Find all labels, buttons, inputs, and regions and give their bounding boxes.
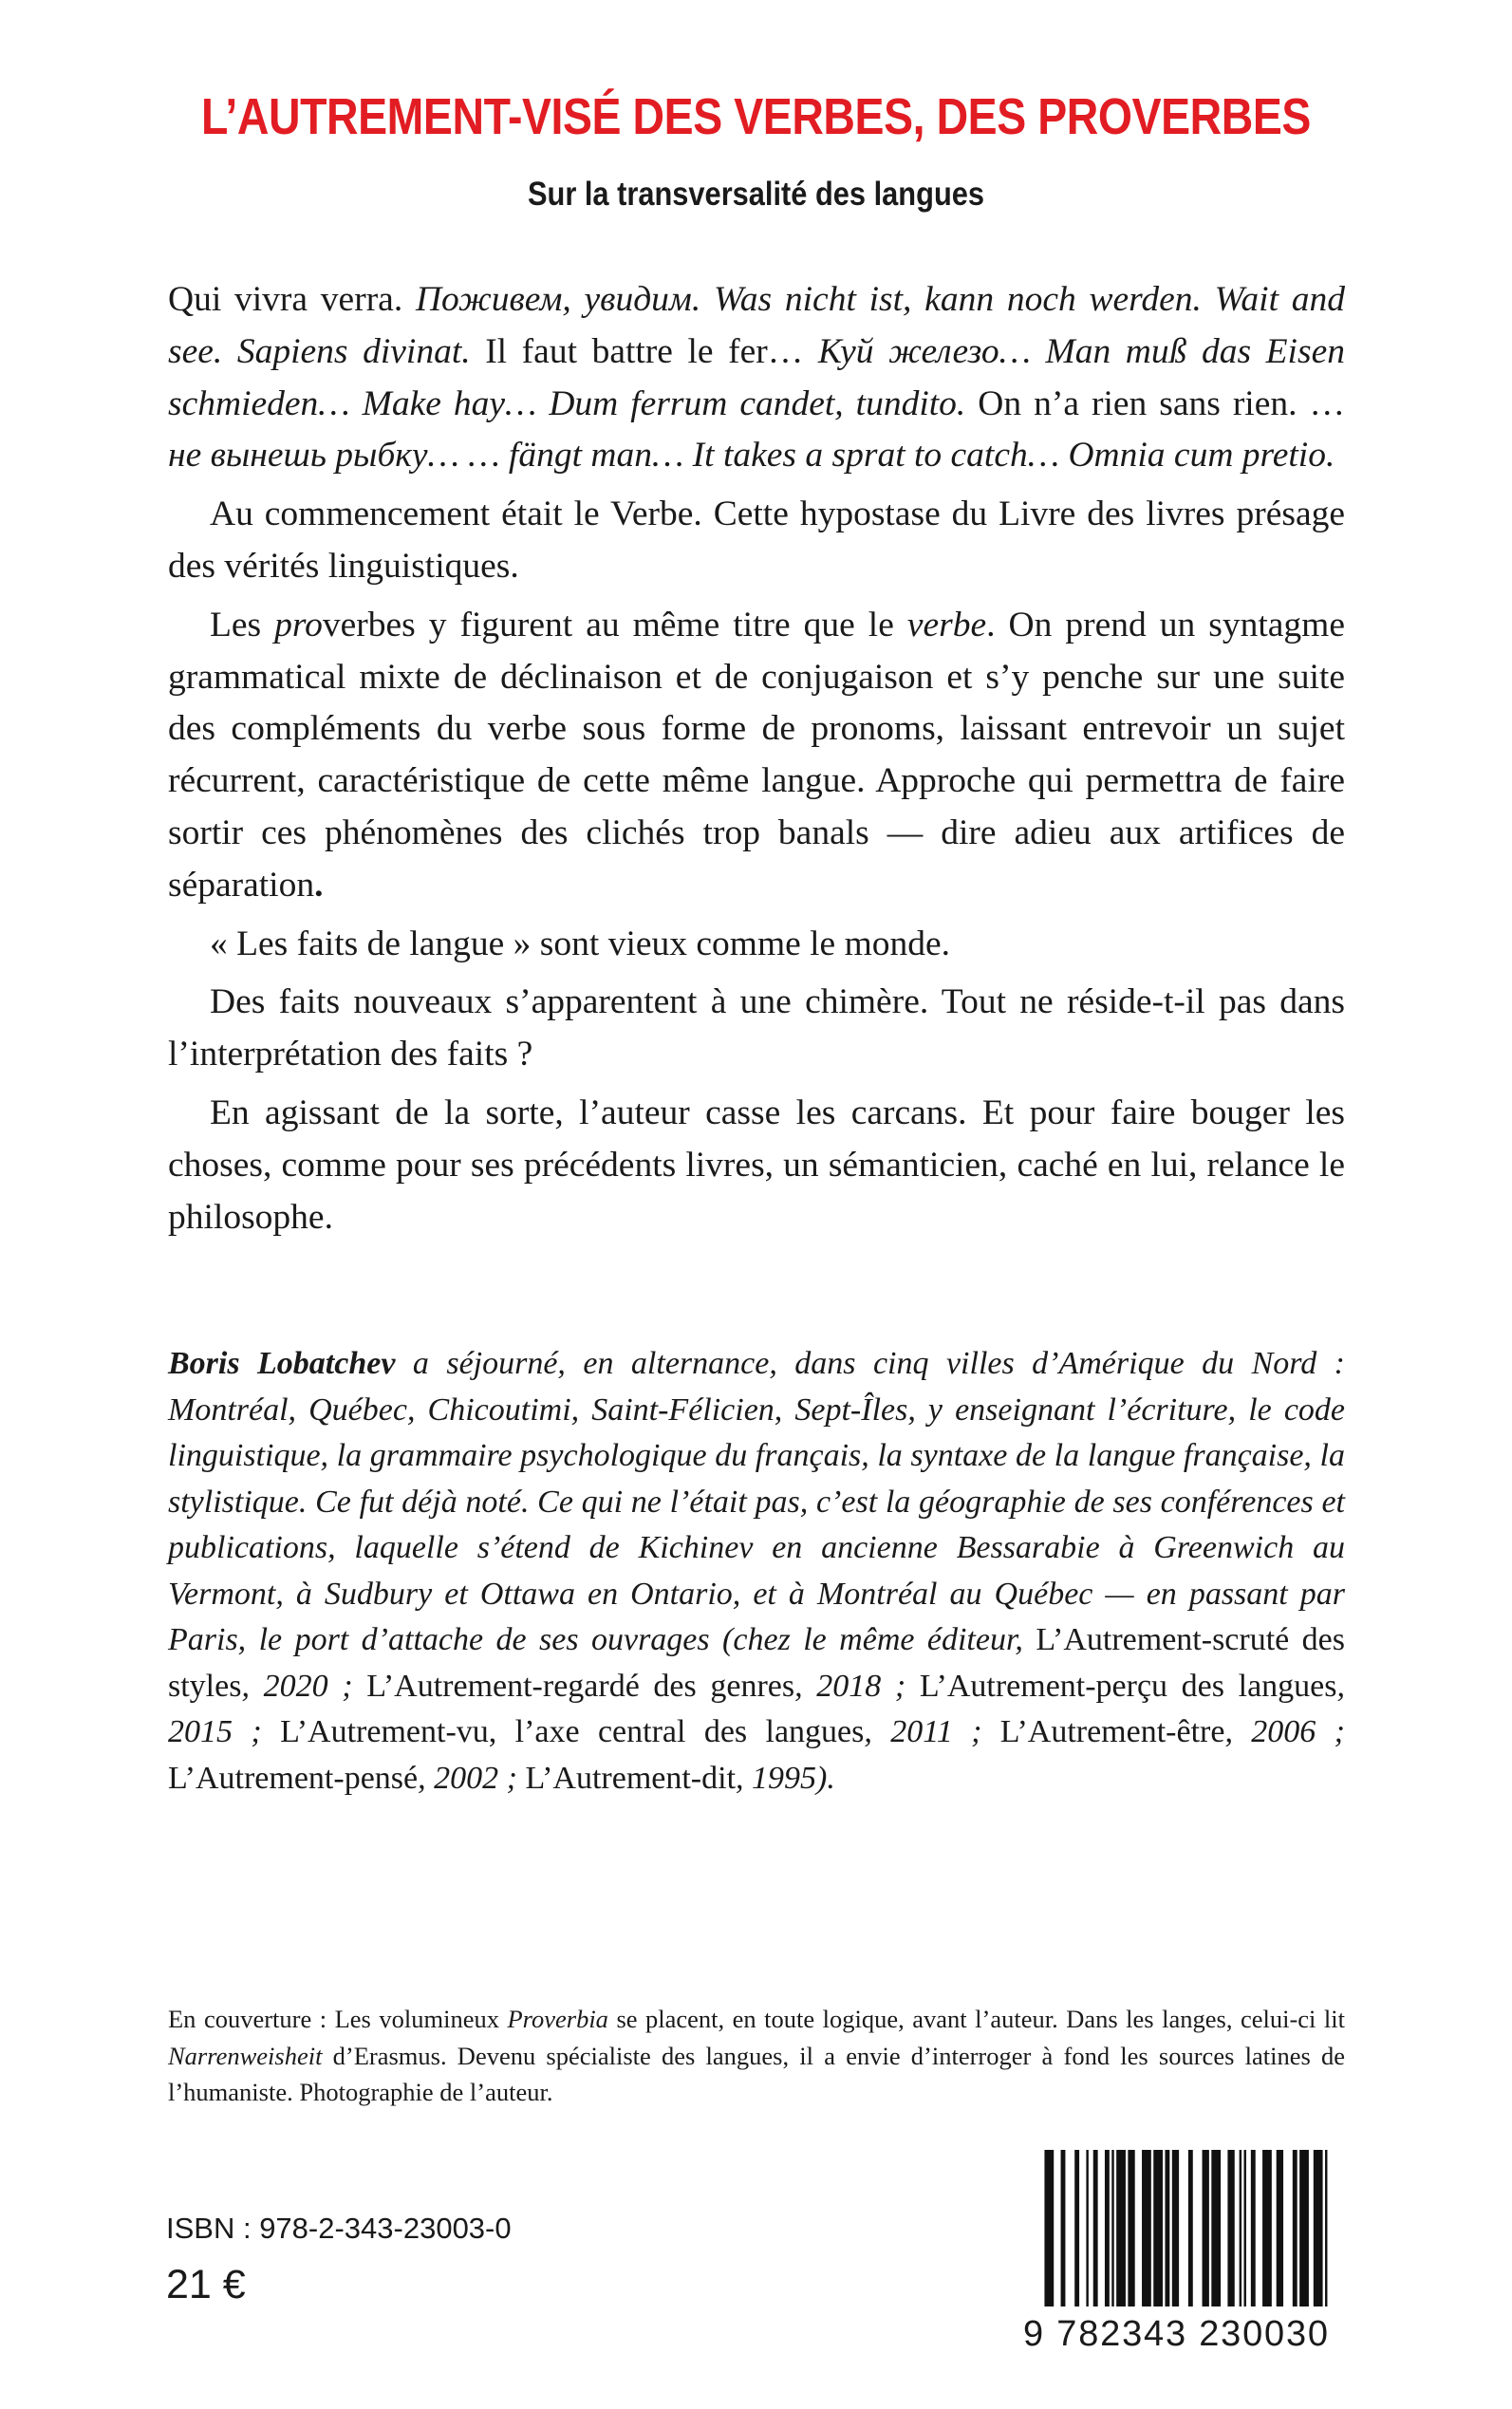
- text-run: , 2011 ;: [864, 1714, 1000, 1749]
- text-run: . On prend un syntagme grammatical mixte de déclinaison et de conjugaison et s’y penche sur une suite des compléments du verbe sous forme de pronoms, laissant entrevoir un sujet récurrent, caractéristique de cette même langue. Approche qui permettra de faire sortir ces phénomènes des clichés trop banals — dire adieu aux artifices de séparation: [168, 605, 1345, 905]
- barcode-bar: [1203, 2150, 1209, 2306]
- text-run: , 2002 ;: [418, 1760, 526, 1796]
- text-run: , 2018 ;: [794, 1668, 920, 1704]
- text-run: L’Autrement-scruté des styles: [168, 1622, 1345, 1704]
- barcode-bar: [1325, 2150, 1327, 2306]
- text-run: Поживем, увидим. Was nicht ist, kann noch werden. Wait and see. Sapiens divinat.: [168, 280, 1345, 371]
- barcode-bar: [1142, 2150, 1151, 2306]
- book-title: L’AUTREMENT-VISÉ DES VERBES, DES PROVERBES: [201, 88, 1311, 145]
- barcode-bar: [1044, 2150, 1054, 2306]
- text-run: Proverbia: [507, 2005, 608, 2033]
- text-run: se placent, en toute logique, avant l’auteur. Dans les langes, celui-ci lit: [607, 2005, 1345, 2033]
- barcode-bar: [1277, 2150, 1283, 2306]
- cover-photo-note: [168, 2001, 1345, 2111]
- barcode-bar: [1105, 2150, 1110, 2306]
- blurb-paragraph-chimere: Des faits nouveaux s’apparentent à une chimère. Tout ne réside-t-il pas dans l’interprétation des faits ?: [168, 982, 1345, 1074]
- barcode-bar: [1293, 2150, 1297, 2306]
- barcode-bar: [1116, 2150, 1126, 2306]
- text-run: On n’a rien sans rien. …: [965, 383, 1345, 423]
- barcode-bar: [1314, 2150, 1323, 2306]
- text-run: L’Autrement-pensé: [168, 1760, 419, 1796]
- price: 21 €: [166, 2262, 246, 2307]
- barcode-bar: [1111, 2150, 1113, 2306]
- blurb-paragraph-proverbs: [168, 274, 1345, 482]
- blurb-paragraph-approach: [168, 600, 1345, 912]
- text-run: L’Autrement-vu, l’axe central des langues: [280, 1714, 865, 1749]
- barcode-bar: [1262, 2150, 1272, 2306]
- text-run: Il faut battre le fer…: [470, 331, 818, 371]
- text-run: , 1995).: [736, 1760, 835, 1796]
- barcode-bar: [1227, 2150, 1234, 2306]
- book-subtitle: Sur la transversalité des langues: [527, 176, 985, 213]
- barcode-digits: 9 782343 230030: [1023, 2314, 1330, 2354]
- text-run: , 2020 ;: [241, 1668, 367, 1704]
- barcode-bar: [1128, 2150, 1134, 2306]
- text-run: , 2006 ;: [1224, 1714, 1346, 1749]
- barcode-bar: [1165, 2150, 1169, 2306]
- blurb-paragraph-verbe: Au commencement était le Verbe. Cette hypostase du Livre des livres présage des vérités linguistiques.: [168, 495, 1345, 586]
- text-run: L’Autrement-perçu des langues: [919, 1668, 1337, 1704]
- barcode-bar: [1172, 2150, 1179, 2306]
- text-run: d’Erasmus. Devenu spécialiste des langues, il a envie d’interroger à fond les sources latines de l’humaniste. Photographie de l’auteur.: [168, 2041, 1345, 2106]
- text-run: verbes y figurent au même titre que le: [322, 605, 907, 644]
- text-run: L’Autrement-regardé des genres: [366, 1668, 795, 1704]
- author-bio: [168, 1341, 1345, 1802]
- text-run: не вынешь рыбку… … fängt man… It takes a sprat to catch… Omnia cum pretio.: [168, 436, 1335, 476]
- barcode-bar: [1188, 2150, 1193, 2306]
- barcode-bar: [1074, 2150, 1079, 2306]
- text-run: Qui vivra verra.: [168, 280, 416, 319]
- barcode-bar: [1251, 2150, 1256, 2306]
- text-run: a séjourné, en alternance, dans cinq villes d’Amérique du Nord : Montréal, Québec, Chicoutimi, Saint-Félicien, Sept-Îles, y enseignant l’écriture, le code linguistique, la grammaire psychologique du français, la syntaxe de la langue française, la stylistique. Ce fut déjà noté. Ce qui ne l’était pas, c’est la géographie de ses conférences et publications, laquelle s’étend de Kichinev en ancienne Bessarabie à Greenwich au Vermont, à Sudbury et Ottawa en Ontario, et à Montréal au Québec — en passant par Paris, le port d’attache de ses ouvrages (chez le même éditeur,: [168, 1346, 1345, 1657]
- text-run: .: [314, 865, 324, 905]
- text-run: verbe: [906, 605, 987, 644]
- blurb-paragraph-carcans: En agissant de la sorte, l’auteur casse les carcans. Et pour faire bouger les choses, comme pour ses précédents livres, un sémanticien, caché en lui, relance le philosophe.: [168, 1092, 1345, 1237]
- text-run: Куй железо… Man muß das Eisen schmieden… Make hay… Dum ferrum candet, tundito.: [168, 331, 1345, 423]
- isbn: ISBN : 978-2-343-23003-0: [166, 2212, 512, 2245]
- barcode: [1042, 2150, 1346, 2306]
- barcode-bar: [1299, 2150, 1309, 2306]
- barcode-bar: [1093, 2150, 1098, 2306]
- blurb-paragraph-faits: « Les faits de langue » sont vieux comme le monde.: [210, 924, 951, 963]
- text-run: Narrenweisheit: [168, 2041, 323, 2070]
- barcode-bar: [1244, 2150, 1246, 2306]
- barcode-bar: [1211, 2150, 1221, 2306]
- barcode-bar: [1061, 2150, 1066, 2306]
- blurb-body: [168, 274, 1345, 1250]
- barcode-bar: [1240, 2150, 1241, 2306]
- text-run: Les: [210, 605, 275, 644]
- text-run: Boris Lobatchev: [168, 1346, 396, 1381]
- text-run: L’Autrement-être: [999, 1714, 1225, 1749]
- text-run: pro: [274, 605, 323, 644]
- text-run: , 2015 ;: [168, 1668, 1346, 1749]
- text-run: En couverture : Les volumineux: [168, 2005, 508, 2033]
- barcode-bar: [1086, 2150, 1088, 2306]
- barcode-bar: [1153, 2150, 1163, 2306]
- text-run: L’Autrement-dit: [525, 1760, 737, 1796]
